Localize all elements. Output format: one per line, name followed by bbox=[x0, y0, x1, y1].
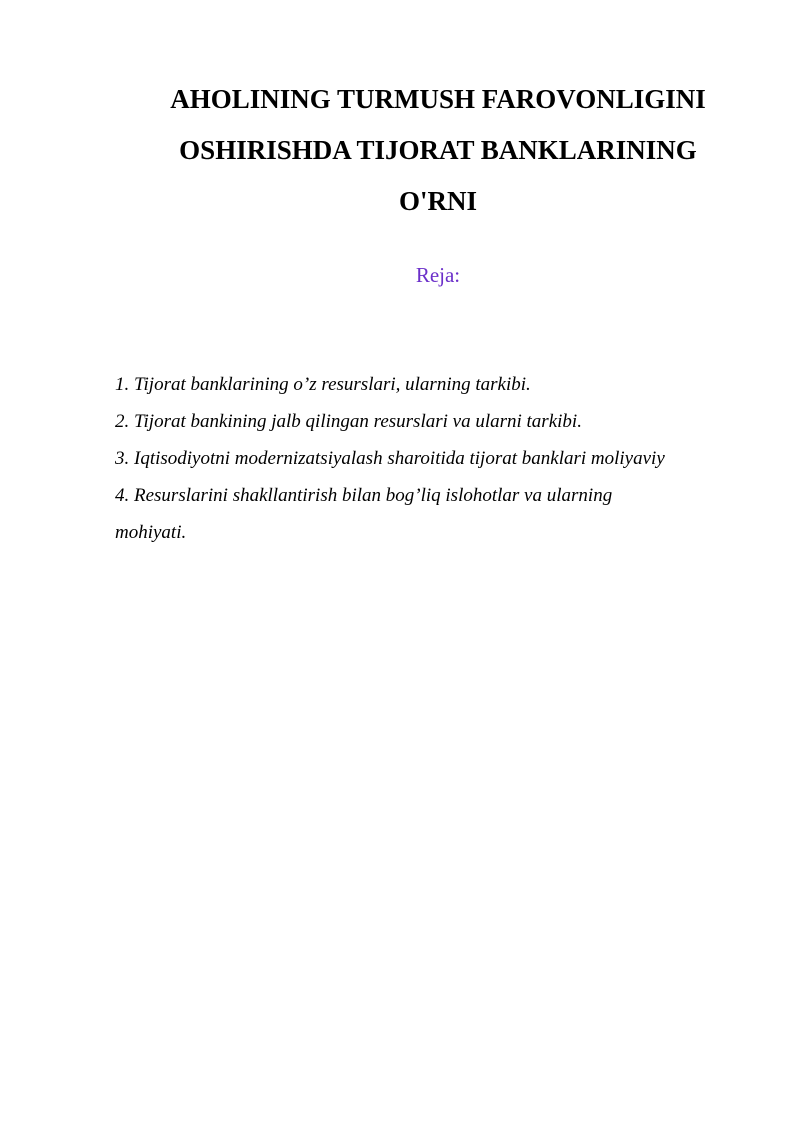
title-line-2: OSHIRISHDA TIJORAT BANKLARINING bbox=[179, 135, 697, 165]
plan-item-number: 4. bbox=[115, 485, 130, 506]
plan-item-number: 3. bbox=[115, 448, 130, 469]
plan-continuation-text: mohiyati. bbox=[115, 522, 187, 543]
title-line-1: AHOLINING TURMUSH FAROVONLIGINI bbox=[170, 84, 706, 114]
document-title bbox=[100, 74, 776, 227]
plan-item bbox=[115, 477, 755, 514]
plan-item-text: Resurslarini shakllantirish bilan bog’liq islohotlar va ularning bbox=[134, 485, 613, 506]
plan-heading: Reja: bbox=[415, 263, 461, 287]
plan-item bbox=[115, 440, 755, 477]
plan-item-text: Tijorat banklarining o’z resurslari, ularning tarkibi. bbox=[134, 374, 531, 395]
plan-item-number: 1. bbox=[115, 374, 130, 395]
plan-item bbox=[115, 403, 755, 440]
plan-list bbox=[115, 366, 755, 551]
plan-item-text: Tijorat bankining jalb qilingan resurslari va ularni tarkibi. bbox=[134, 411, 582, 432]
title-line-3: O'RNI bbox=[398, 186, 477, 216]
plan-item bbox=[115, 366, 755, 403]
plan-item-continuation bbox=[115, 514, 755, 551]
plan-item-text: Iqtisodiyotni modernizatsiyalash sharoitida tijorat banklari moliyaviy bbox=[134, 448, 665, 469]
plan-item-number: 2. bbox=[115, 411, 130, 432]
